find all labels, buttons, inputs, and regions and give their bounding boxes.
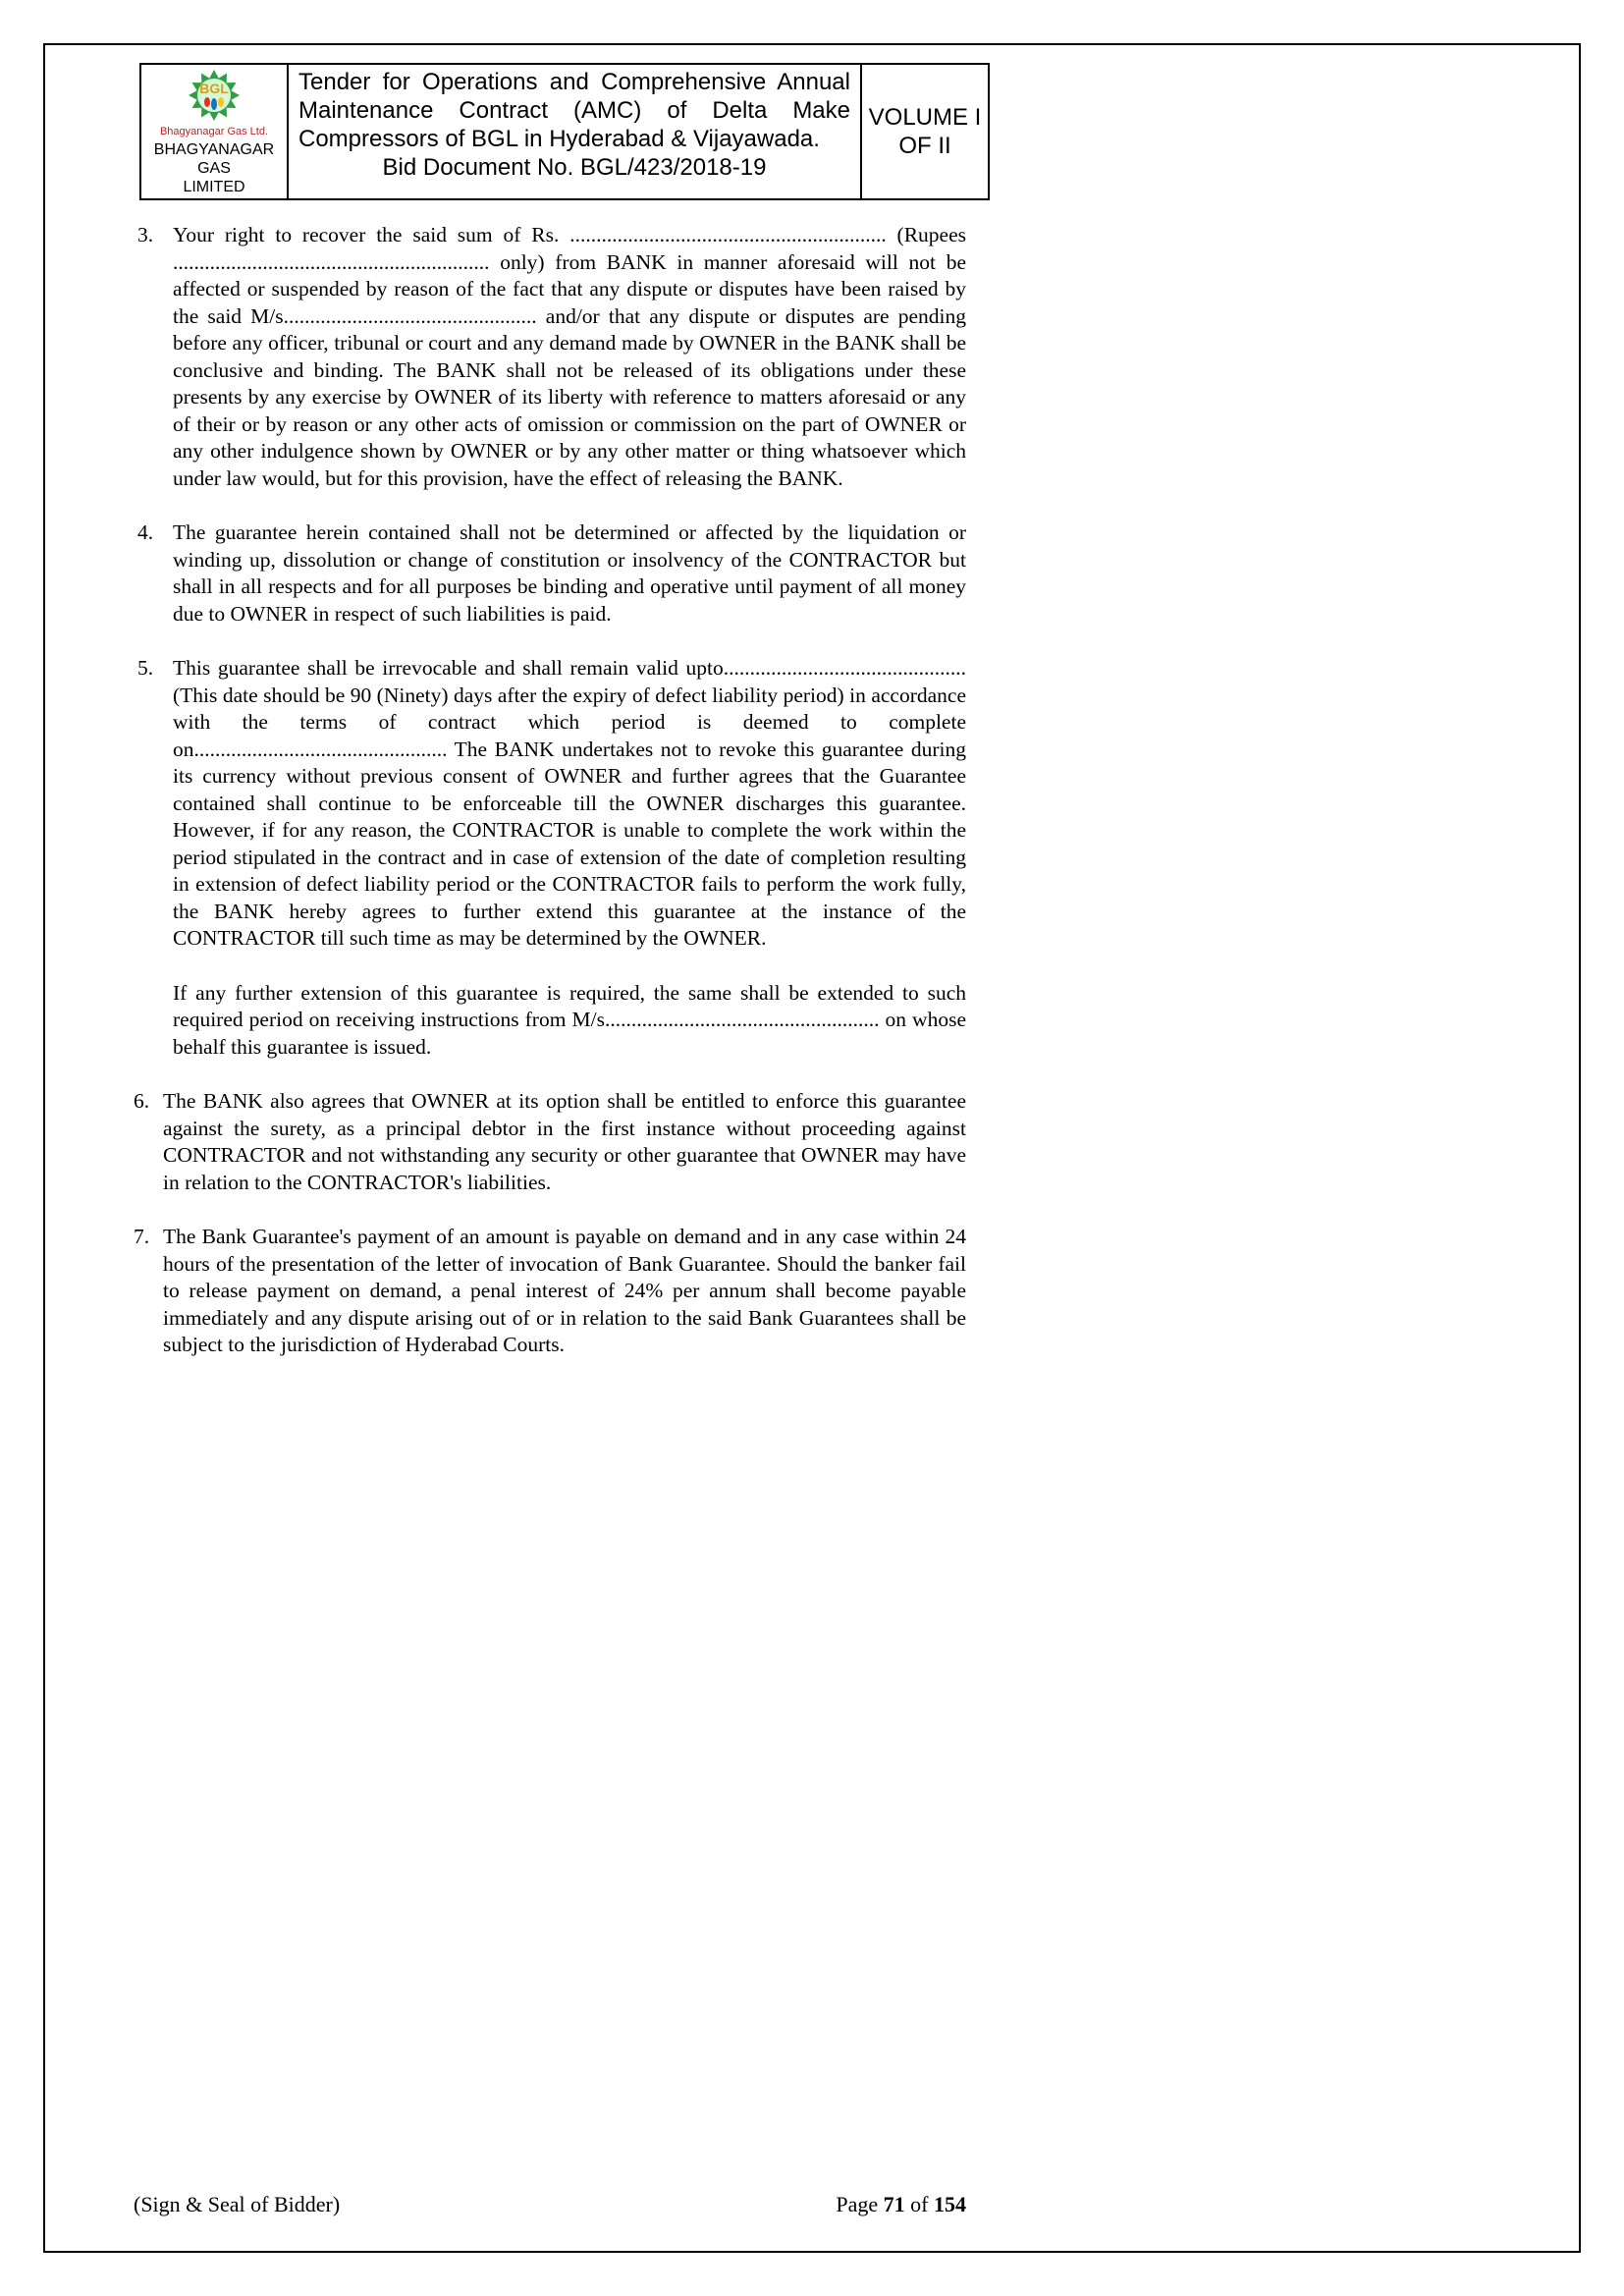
org-name [143,140,285,196]
volume-line1: VOLUME I [868,104,982,131]
item-number [134,980,173,1062]
bid-document-number: Bid Document No. BGL/423/2018-19 [382,154,767,181]
logo-tagline: Bhagyanagar Gas Ltd. [159,126,269,137]
page-footer [134,2192,966,2217]
of-word: of [910,2192,929,2216]
list-item-4 [134,519,966,628]
header-table [139,63,990,200]
logo-cell [141,65,289,198]
org-name-line2: LIMITED [183,179,245,195]
list-item-3 [134,222,966,492]
sign-seal-label: (Sign & Seal of Bidder) [134,2192,341,2216]
page-total: 154 [934,2192,966,2216]
bgl-logo-icon [175,68,253,125]
document-body [134,222,966,1387]
item-text: The BANK also agrees that OWNER at its option shall be entitled to enforce this guarantee against the surety, as a principal debtor in the first instance without proceeding against CONTRACTOR and not withstanding any security or other guarantee that OWNER may have in relation to the CONTRACTOR's liabilities. [163,1089,966,1194]
page-number [836,2192,966,2217]
org-name-line1: BHAGYANAGAR GAS [153,141,275,177]
page-word: Page [836,2192,879,2216]
list-item-5 [134,655,966,953]
item-text: The Bank Guarantee's payment of an amount is payable on demand and in any case within 24 hours of the presentation of the letter of invocation of Bank Guarantee. Should the banker fail to release payment on demand, a penal interest of 24% per annum shall become payable immediately and any dispute arising out of or in relation to the said Bank Guarantees shall be subject to the jurisdiction of Hyderabad Courts. [163,1225,966,1356]
list-item-6 [134,1088,966,1196]
tender-title: Tender for Operations and Comprehensive Annual Maintenance Contract (AMC) of Delta Make Compressors of BGL in Hyderabad & Vijayawada. [298,69,850,152]
volume-line2: OF II [898,133,951,159]
item-number: 3. [137,223,154,246]
item-text: If any further extension of this guarantee is required, the same shall be extended to such required period on receiving instructions from M/s.................................................... on whose behalf this guarantee is issued. [173,980,966,1059]
list-item-7 [134,1224,966,1359]
item-text: Your right to recover the said sum of Rs. ............................................................ (Rupees ............................................................ only) from BANK in manner aforesaid will not be affected or suspended by reason of the fact that any dispute or disputes have been raised by the said M/s................................................ and/or that any dispute or disputes are pending before any officer, tribunal or court and any demand made by OWNER in the BANK shall be conclusive and binding. The BANK shall not be released of its obligations under these presents by any exercise by OWNER of its liberty with reference to matters aforesaid or any of their or by reason or any other acts of omission or commission on the part of OWNER or any other indulgence shown by OWNER or by any other matter or thing whatsoever which under law would, but for this provision, have the effect of releasing the BANK. [173,223,966,490]
list-item-5-continuation [134,980,966,1062]
item-text: The guarantee herein contained shall not be determined or affected by the liquidation or winding up, dissolution or change of constitution or insolvency of the CONTRACTOR but shall in all respects and for all purposes be binding and operative until payment of all money due to OWNER in respect of such liabilities is paid. [173,520,966,626]
item-number: 4. [137,520,154,544]
page-current: 71 [883,2192,905,2216]
item-number: 5. [137,656,154,680]
svg-text:BGL: BGL [199,81,229,96]
item-number: 6. [134,1089,150,1113]
volume-cell [862,65,988,198]
header-title-cell [289,65,862,198]
item-text: This guarantee shall be irrevocable and shall remain valid upto.............................................. (This date should be 90 (Ninety) days after the expiry of defect liability period) in accordance with the terms of contract which period is deemed to complete on................................................ The BANK undertakes not to revoke this guarantee during its currency without previous consent of OWNER and further agrees that the Guarantee contained shall continue to be enforceable till the OWNER discharges this guarantee. However, if for any reason, the CONTRACTOR is unable to complete the work within the period stipulated in the contract and in case of extension of the date of completion resulting in extension of defect liability period or the CONTRACTOR fails to perform the work fully, the BANK hereby agrees to further extend this guarantee at the instance of the CONTRACTOR till such time as may be determined by the OWNER. [173,656,966,950]
item-number: 7. [134,1225,150,1248]
